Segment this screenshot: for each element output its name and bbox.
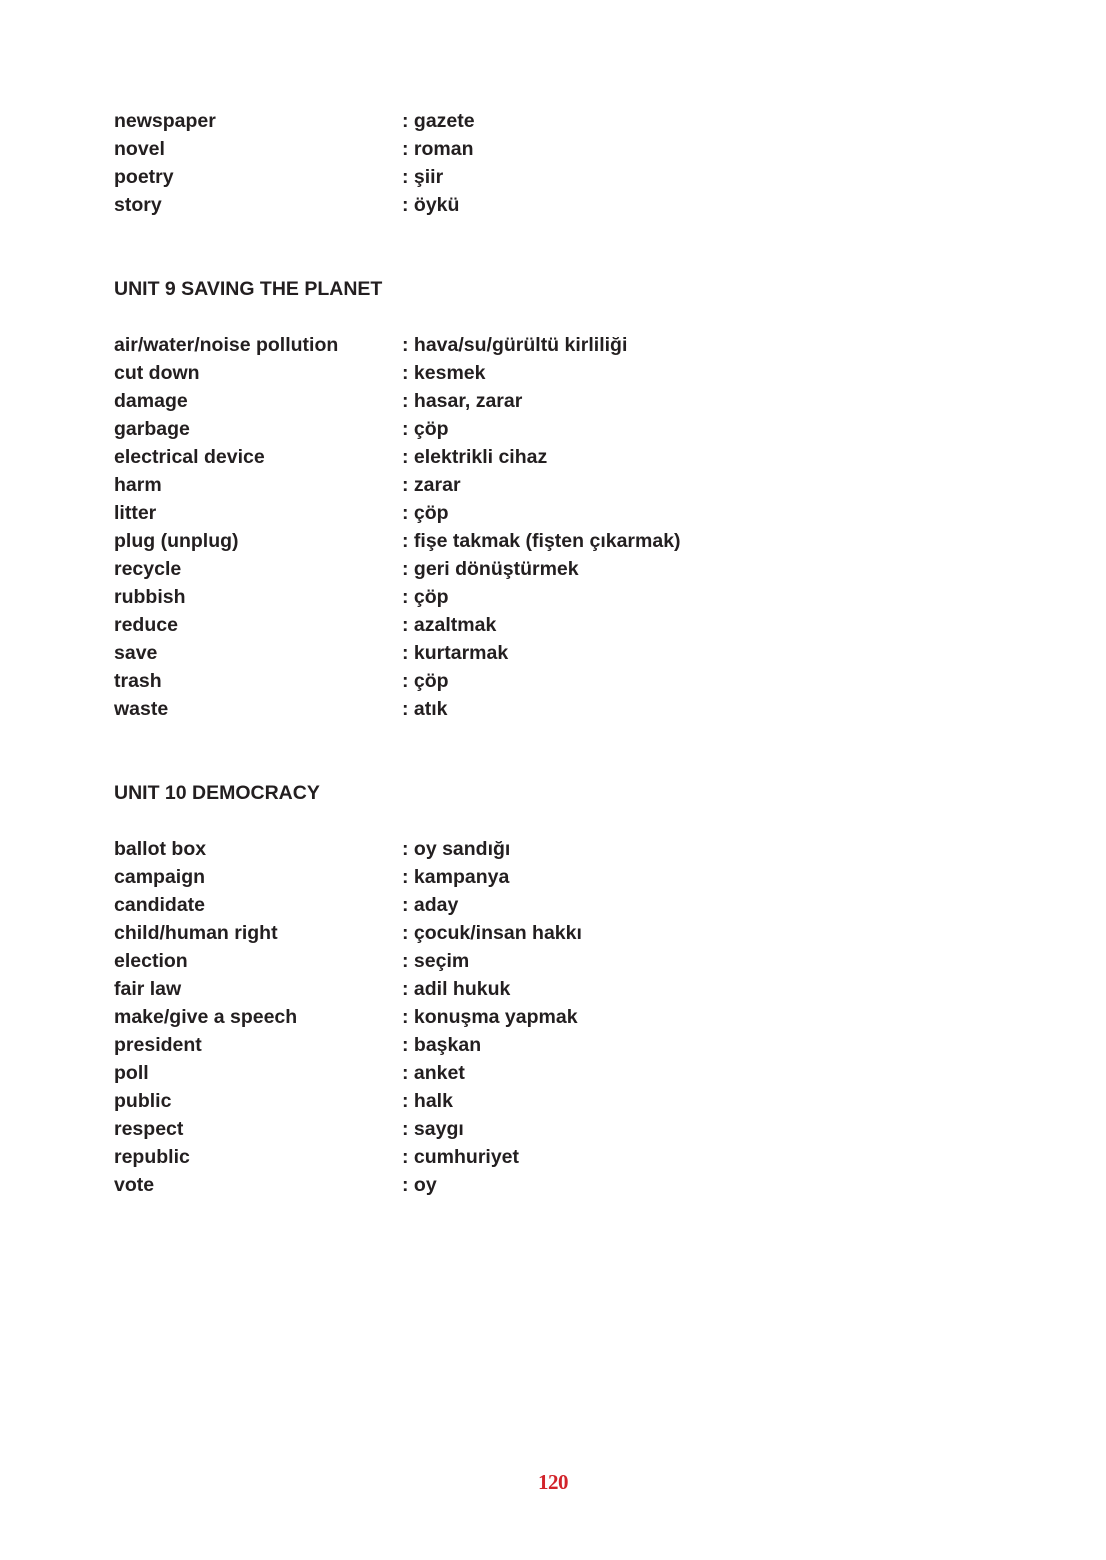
vocab-definition: : anket — [402, 1062, 465, 1084]
vocab-entry — [114, 639, 1014, 667]
vocab-term: novel — [114, 138, 165, 160]
vocab-term: poetry — [114, 166, 174, 188]
vocab-term: air/water/noise pollution — [114, 334, 339, 356]
vocab-entry — [114, 1115, 1014, 1143]
vocab-term: damage — [114, 390, 188, 412]
vocab-term: respect — [114, 1118, 184, 1140]
vocab-definition: : adil hukuk — [402, 978, 511, 1000]
vocab-definition: : öykü — [402, 194, 460, 216]
vocab-definition: : çöp — [402, 586, 449, 608]
vocab-term: make/give a speech — [114, 1006, 298, 1028]
vocab-term: electrical device — [114, 446, 265, 468]
vocab-entry — [114, 1003, 1014, 1031]
vocab-entry — [114, 555, 1014, 583]
vocab-term: reduce — [114, 614, 178, 636]
vocab-definition: : kesmek — [402, 362, 486, 384]
vocab-entry — [114, 1143, 1014, 1171]
vocab-definition: : roman — [402, 138, 474, 160]
vocab-definition: : atık — [402, 698, 448, 720]
vocab-definition: : geri dönüştürmek — [402, 558, 579, 580]
vocab-entry — [114, 331, 1014, 359]
vocab-entry — [114, 387, 1014, 415]
vocab-term: recycle — [114, 558, 182, 580]
vocab-definition: : zarar — [402, 474, 461, 496]
vocab-entry — [114, 527, 1014, 555]
vocab-term: vote — [114, 1174, 155, 1196]
vocab-entry — [114, 611, 1014, 639]
vocab-term: candidate — [114, 894, 206, 916]
vocab-definition: : kampanya — [402, 866, 510, 888]
unit-9-heading: UNIT 9 SAVING THE PLANET — [114, 278, 383, 300]
vocab-definition: : cumhuriyet — [402, 1146, 520, 1168]
vocab-definition: : halk — [402, 1090, 453, 1112]
vocab-entry — [114, 107, 1014, 135]
vocab-entry — [114, 1087, 1014, 1115]
vocab-definition: : azaltmak — [402, 614, 497, 636]
vocab-entry — [114, 471, 1014, 499]
vocab-definition: : konuşma yapmak — [402, 1006, 578, 1028]
vocab-term: public — [114, 1090, 172, 1112]
vocab-term: child/human right — [114, 922, 278, 944]
vocab-term: story — [114, 194, 162, 216]
vocab-definition: : çöp — [402, 670, 449, 692]
unit-10-vocab-list — [114, 835, 1014, 1199]
vocab-term: plug (unplug) — [114, 530, 239, 552]
vocab-entry — [114, 667, 1014, 695]
vocab-entry — [114, 135, 1014, 163]
vocab-definition: : elektrikli cihaz — [402, 446, 548, 468]
vocab-term: president — [114, 1034, 202, 1056]
vocab-definition: : fişe takmak (fişten çıkarmak) — [402, 530, 681, 552]
vocab-entry — [114, 919, 1014, 947]
vocab-definition: : şiir — [402, 166, 444, 188]
vocab-definition: : saygı — [402, 1118, 464, 1140]
vocab-definition: : aday — [402, 894, 459, 916]
vocab-entry — [114, 443, 1014, 471]
vocab-entry — [114, 891, 1014, 919]
vocab-entry — [114, 499, 1014, 527]
vocab-list-continued — [114, 107, 1014, 219]
vocab-entry — [114, 695, 1014, 723]
vocab-term: harm — [114, 474, 162, 496]
vocab-term: save — [114, 642, 158, 664]
vocab-entry — [114, 1031, 1014, 1059]
vocab-definition: : oy — [402, 1174, 437, 1196]
vocab-entry — [114, 191, 1014, 219]
vocab-term: rubbish — [114, 586, 186, 608]
vocab-entry — [114, 583, 1014, 611]
vocab-term: election — [114, 950, 188, 972]
vocab-term: fair law — [114, 978, 182, 1000]
vocab-definition: : hasar, zarar — [402, 390, 523, 412]
vocab-definition: : seçim — [402, 950, 470, 972]
vocab-entry — [114, 863, 1014, 891]
page-number: 120 — [538, 1470, 568, 1494]
vocab-term: waste — [114, 698, 169, 720]
vocab-entry — [114, 1059, 1014, 1087]
vocab-term: campaign — [114, 866, 206, 888]
vocab-definition: : başkan — [402, 1034, 482, 1056]
unit-10-heading: UNIT 10 DEMOCRACY — [114, 782, 320, 804]
vocab-term: garbage — [114, 418, 190, 440]
vocab-definition: : çöp — [402, 418, 449, 440]
vocab-term: cut down — [114, 362, 200, 384]
vocab-entry — [114, 975, 1014, 1003]
vocab-term: trash — [114, 670, 162, 692]
vocab-term: newspaper — [114, 110, 216, 132]
vocab-entry — [114, 415, 1014, 443]
vocab-term: litter — [114, 502, 157, 524]
vocab-entry — [114, 1171, 1014, 1199]
vocab-definition: : oy sandığı — [402, 838, 511, 860]
vocab-definition: : çocuk/insan hakkı — [402, 922, 582, 944]
vocab-term: republic — [114, 1146, 190, 1168]
vocab-entry — [114, 835, 1014, 863]
vocab-definition: : kurtarmak — [402, 642, 509, 664]
vocab-entry — [114, 163, 1014, 191]
vocab-definition: : çöp — [402, 502, 449, 524]
vocab-term: ballot box — [114, 838, 207, 860]
vocab-term: poll — [114, 1062, 149, 1084]
vocab-entry — [114, 947, 1014, 975]
unit-9-vocab-list — [114, 331, 1014, 723]
vocab-entry — [114, 359, 1014, 387]
vocab-definition: : hava/su/gürültü kirliliği — [402, 334, 628, 356]
vocab-definition: : gazete — [402, 110, 475, 132]
